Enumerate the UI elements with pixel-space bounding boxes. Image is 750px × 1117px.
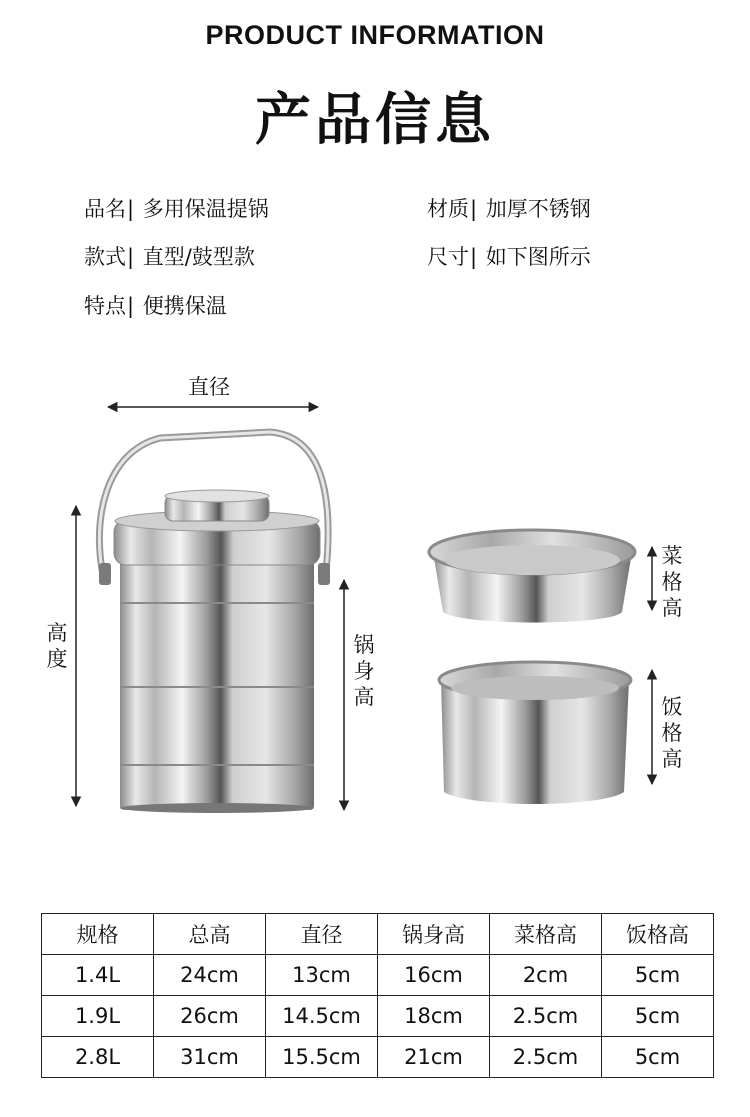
table-cell: 18cm (378, 996, 490, 1037)
table-row (42, 1037, 714, 1078)
rice-height-label-char: 饭 (661, 695, 683, 719)
table-cell: 5cm (602, 955, 714, 996)
table-cell: 2.5cm (490, 1037, 602, 1078)
spec-separator: | (127, 294, 135, 318)
spec-feature-value: 便携保温 (142, 294, 227, 318)
table-cell: 13cm (266, 955, 378, 996)
height-label (44, 620, 70, 672)
table-cell: 16cm (378, 955, 490, 996)
rice-height-label-char: 格 (661, 721, 683, 745)
spec-feature-key: 特点 (84, 294, 126, 318)
spec-style-value: 直型/鼓型款 (142, 245, 255, 269)
pot-body (120, 555, 314, 810)
table-header-cell: 总高 (154, 914, 266, 955)
spec-separator: | (470, 197, 478, 221)
spec-material-value: 加厚不锈钢 (485, 197, 591, 221)
height-label-char: 度 (46, 647, 68, 671)
table-row (42, 955, 714, 996)
spec-size-key: 尺寸 (427, 245, 469, 269)
height-label-char: 高 (46, 621, 68, 645)
body-height-label-char: 高 (353, 685, 375, 709)
spec-name-value: 多用保温提锅 (142, 197, 269, 221)
spec-size-value: 如下图所示 (485, 245, 591, 269)
table-cell: 5cm (602, 996, 714, 1037)
table-header-cell: 锅身高 (378, 914, 490, 955)
table-header-cell: 直径 (266, 914, 378, 955)
table-cell: 24cm (154, 955, 266, 996)
spec-separator: | (127, 245, 135, 269)
table-cell: 1.9L (42, 996, 154, 1037)
dish-height-label-char: 格 (661, 570, 683, 594)
spec-separator: | (127, 197, 135, 221)
table-cell: 26cm (154, 996, 266, 1037)
body-height-label-char: 身 (353, 659, 375, 683)
table-row (42, 996, 714, 1037)
rice-height-label (659, 694, 685, 772)
lunch-pot-illustration (99, 432, 330, 813)
table-cell: 2.5cm (490, 996, 602, 1037)
table-header-cell: 菜格高 (490, 914, 602, 955)
dish-height-label-char: 高 (661, 596, 683, 620)
page-title-chinese: 产品信息 (255, 88, 495, 153)
body-height-label (351, 632, 377, 710)
table-cell: 14.5cm (266, 996, 378, 1037)
table-cell: 31cm (154, 1037, 266, 1078)
spec-separator: | (470, 245, 478, 269)
table-header-cell: 饭格高 (602, 914, 714, 955)
body-height-label-char: 锅 (353, 633, 375, 657)
rice-compartment-illustration (439, 662, 631, 804)
table-cell: 5cm (602, 1037, 714, 1078)
page-title-english: PRODUCT INFORMATION (205, 20, 545, 50)
dish-height-label-char: 菜 (661, 544, 683, 568)
spec-style-key: 款式 (84, 245, 126, 269)
dish-compartment-illustration (429, 530, 635, 623)
table-cell: 21cm (378, 1037, 490, 1078)
table-cell: 1.4L (42, 955, 154, 996)
dish-height-label (659, 543, 685, 621)
table-cell: 2.8L (42, 1037, 154, 1078)
table-cell: 15.5cm (266, 1037, 378, 1078)
spec-name-key: 品名 (84, 197, 126, 221)
spec-table (41, 913, 714, 1078)
spec-material-key: 材质 (427, 197, 469, 221)
table-header-row (42, 914, 714, 955)
table-header-cell: 规格 (42, 914, 154, 955)
rice-height-label-char: 高 (661, 747, 683, 771)
table-cell: 2cm (490, 955, 602, 996)
diameter-label: 直径 (188, 375, 230, 399)
